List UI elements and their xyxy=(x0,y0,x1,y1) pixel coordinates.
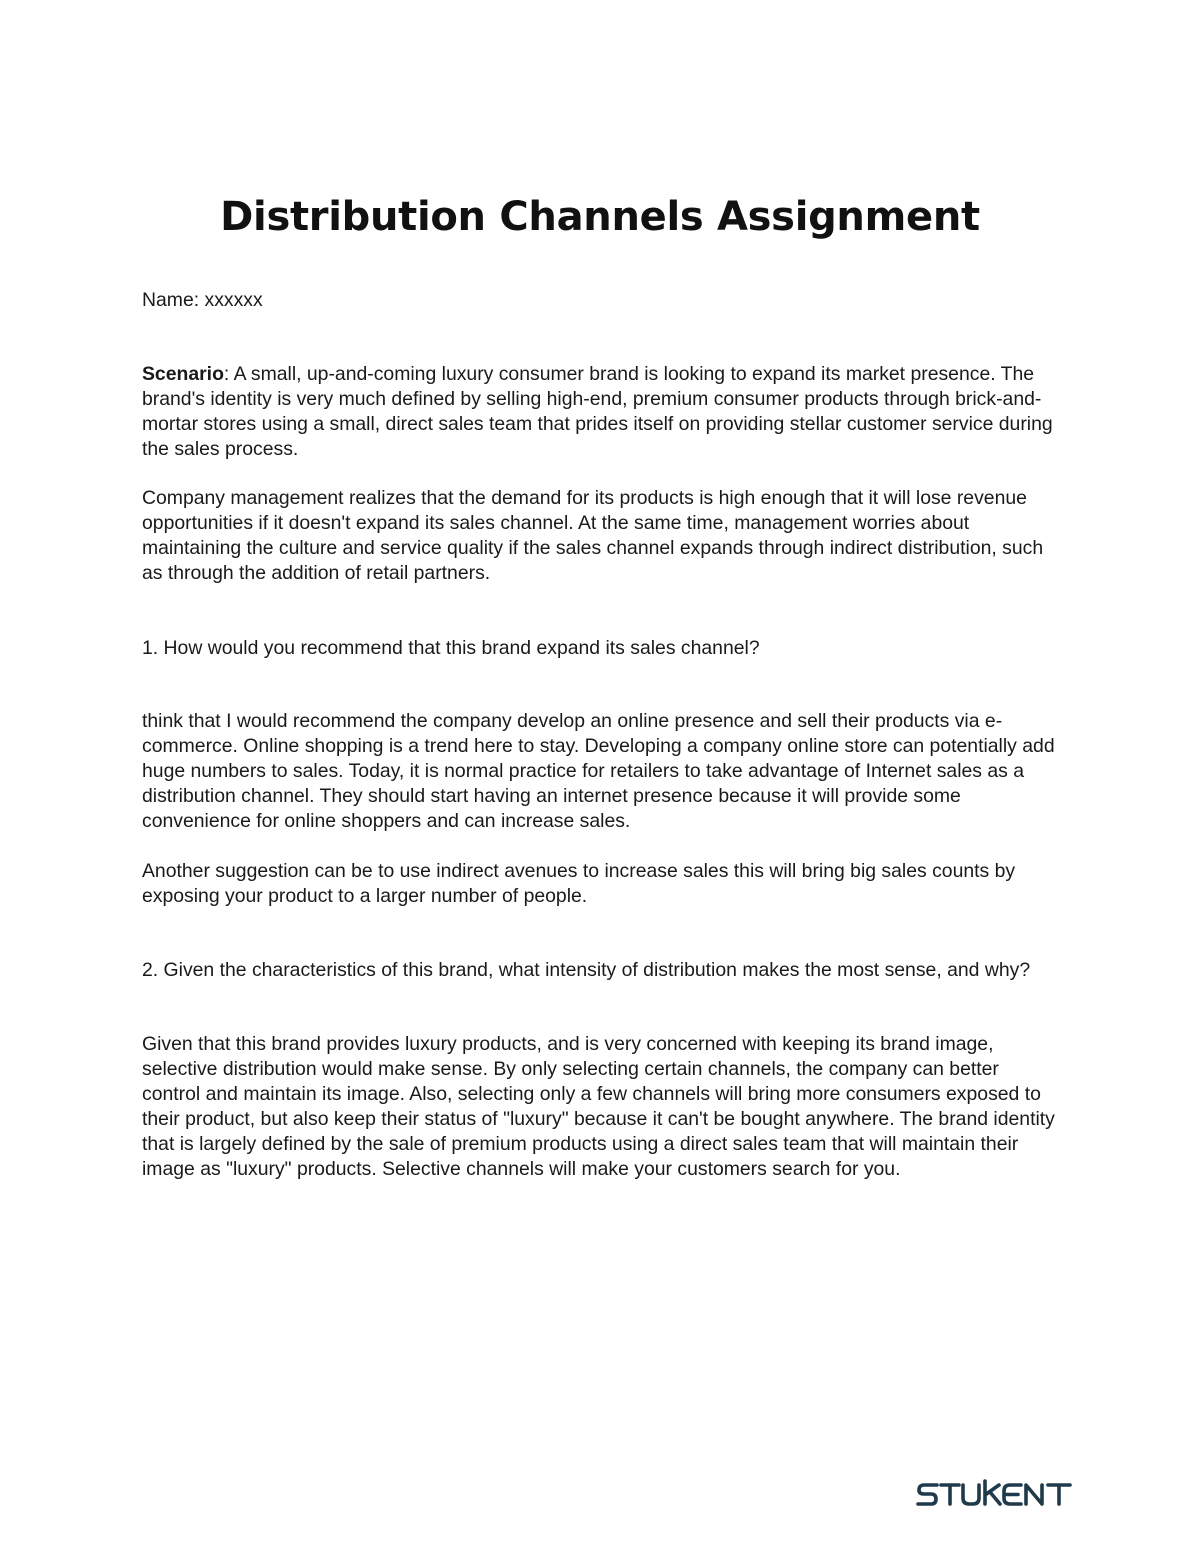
document-title: Distribution Channels Assignment xyxy=(220,194,980,240)
scenario-text: : A small, up-and-coming luxury consumer brand is looking to expand its market presence. The brand's identity is very much defined by selling high-end, premium consumer products through brick-and-mortar stores using a small, direct sales team that prides itself on providing stellar customer service during the sales process. xyxy=(142,363,1053,460)
answer-1-paragraph-2: Another suggestion can be to use indirect avenues to increase sales this will bring big sales counts by exposing your product to a larger number of people. xyxy=(142,860,1016,907)
answer-2: Given that this brand provides luxury products, and is very concerned with keeping its brand image, selective distribution would make sense. By only selecting certain channels, the company can better control and maintain its image. Also, selecting only a few channels will bring more consumers exposed to their product, but also keep their status of "luxury" because it can't be bought anywhere. The brand identity that is largely defined by the sale of premium products using a direct sales team that will maintain their image as "luxury" products. Selective channels will make your customers search for you. xyxy=(142,1033,1055,1180)
scenario-label: Scenario xyxy=(142,363,224,385)
name-line: Name: xxxxxx xyxy=(142,289,263,311)
question-1: 1. How would you recommend that this brand expand its sales channel? xyxy=(142,637,760,659)
scenario-paragraph-2: Company management realizes that the demand for its products is high enough that it will lose revenue opportunities if it doesn't expand its sales channel. At the same time, management worries about maintaining the culture and service quality if the sales channel expands through indirect distribution, such as through the addition of retail partners. xyxy=(142,487,1044,584)
scenario-paragraph xyxy=(142,362,1062,462)
question-2: 2. Given the characteristics of this brand, what intensity of distribution makes the most sense, and why? xyxy=(142,959,1031,981)
answer-1-paragraph-1: think that I would recommend the company develop an online presence and sell their products via e-commerce. Online shopping is a trend here to stay. Developing a company online store can potentially add huge numbers to sales. Today, it is normal practice for retailers to take advantage of Internet sales as a distribution channel. They should start having an internet presence because it will provide some convenience for online shoppers and can increase sales. xyxy=(142,710,1055,832)
stukent-logo xyxy=(915,1478,1077,1512)
